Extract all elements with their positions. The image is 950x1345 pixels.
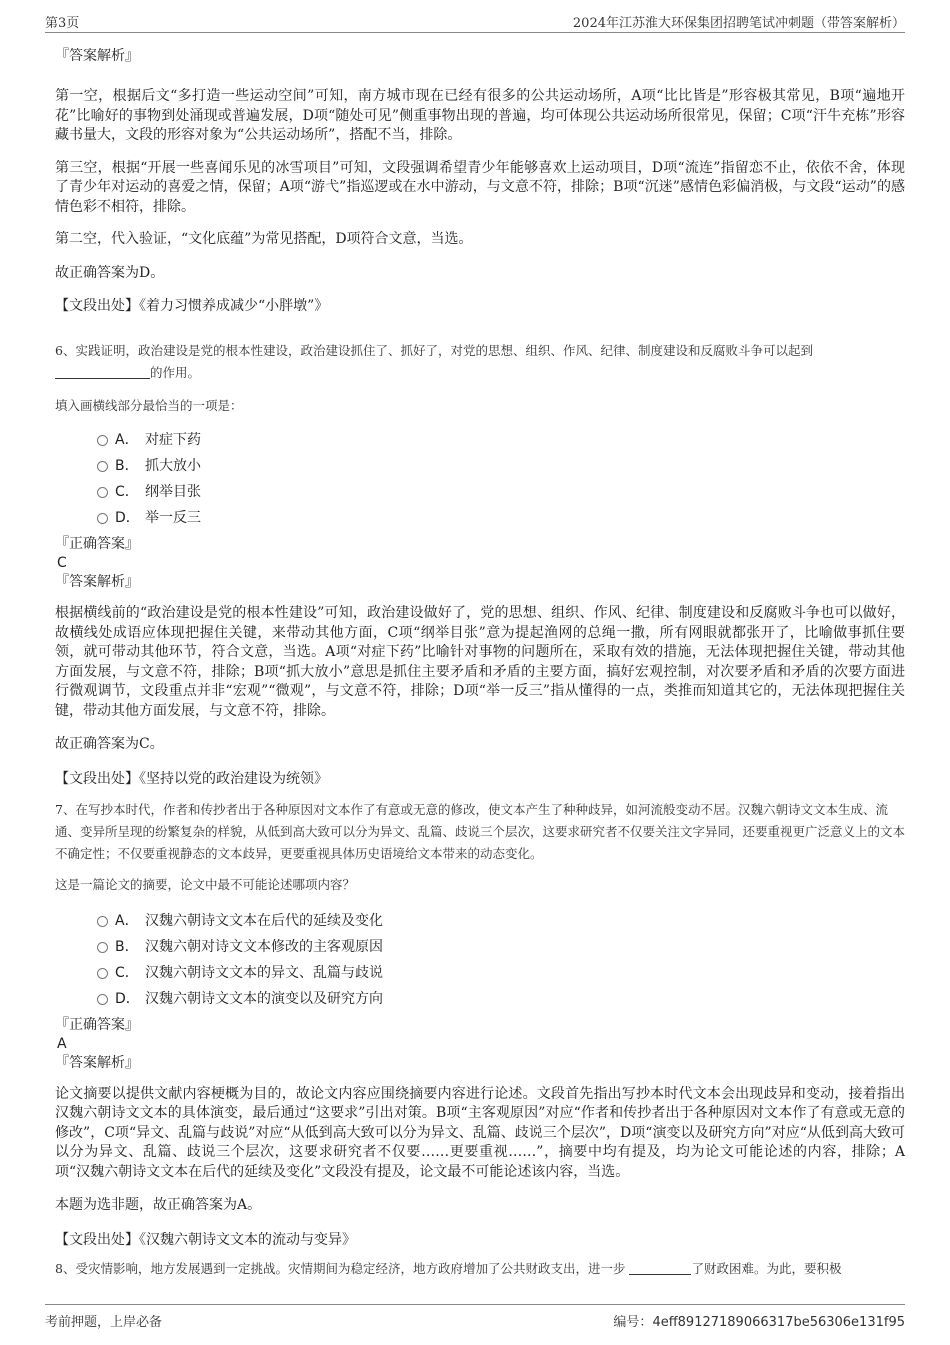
radio-icon[interactable]: [97, 487, 108, 498]
option-b[interactable]: B． 汉魏六朝对诗文文本修改的主客观原因: [55, 934, 905, 960]
option-list: [55, 908, 905, 1012]
answer-conclusion: 本题为选非题，故正确答案为A。: [55, 1197, 262, 1213]
option-b[interactable]: B． 抓大放小: [55, 453, 905, 479]
analysis-paragraph: 第二空，代入验证，“文化底蕴”为常见搭配，D项符合文意，当选。: [55, 231, 473, 247]
radio-icon[interactable]: [97, 968, 108, 979]
radio-icon[interactable]: [97, 942, 108, 953]
analysis-paragraph: 根据横线前的“政治建设是党的根本性建设”可知，政治建设做好了，党的思想、组织、作风、纪律、制度建设和反腐败斗争也可以做好，故横线处成语应体现把握住关键，来带动其他方面，C项“纲举目张”意为提起渔网的总绳一撒，所有网眼就都张开了，比喻做事抓住要领，就可带动其他环节，符合文意，当选。A项“对症下药”比喻针对事物的问题所在，采取有效的措施，无法体现把握住关键，带动其他方面发展，与文意不符，排除；B项“抓大放小”意思是抓住主要矛盾和矛盾的主要方面，搞好宏观控制，对次要矛盾和矛盾的次要方面进行微观调节，文段重点并非“宏观”“微观”，与文意不符，排除；D项“举一反三”指从懂得的一点，类推而知道其它的，无法体现把握住关键，带动其他方面发展，与文意不符，排除。: [55, 605, 905, 719]
page-header: [45, 12, 905, 33]
answer-conclusion: 故正确答案为D。: [55, 264, 165, 281]
document-code-value: 4eff89127189066317be56306e131f95: [652, 1315, 905, 1330]
fill-blank: [629, 1260, 691, 1275]
question-prompt: 这是一篇论文的摘要，论文中最不可能论述哪项内容？: [55, 876, 356, 892]
option-d[interactable]: D． 汉魏六朝诗文文本的演变以及研究方向: [55, 986, 905, 1012]
footer-slogan: 考前押题，上岸必备: [45, 1315, 163, 1330]
option-list: [55, 427, 905, 531]
page-number: 第3页: [45, 16, 80, 31]
analysis-label: 『答案解析』: [55, 574, 139, 590]
correct-answer-label: 『正确答案』: [55, 1016, 139, 1033]
correct-answer-label: 『正确答案』: [55, 536, 139, 552]
document-title: 2024年江苏淮大环保集团招聘笔试冲刺题（带答案解析）: [572, 16, 905, 31]
answer-conclusion: 故正确答案为C。: [55, 736, 164, 752]
source-citation: 【文段出处】《着力习惯养成减少“小胖墩”》: [55, 298, 329, 314]
document-code: [613, 1311, 905, 1330]
analysis-label: 『答案解析』: [55, 1054, 139, 1071]
option-d[interactable]: D． 举一反三: [55, 505, 905, 531]
radio-icon[interactable]: [97, 461, 108, 472]
analysis-paragraph: 论文摘要以提供文献内容梗概为目的，故论文内容应围绕摘要内容进行论述。文段首先指出写抄本时代文本会出现歧异和变动，接着指出汉魏六朝诗文文本的具体演变，最后通过“这要求”引出对策。B项“主客观原因”对应“作者和传抄者出于各种原因对文本作了有意或无意的修改”，C项“异文、乱篇与歧说”对应“从低到高大致可以分为异文、乱篇、歧说三个层次”，D项“演变以及研究方向”对应“从低到高大致可以分为异文、乱篇、歧说三个层次，这要求研究者不仅要……更要重视……”，摘要中均有提及，均为论文可能论述的内容，排除；A项“汉魏六朝诗文文本在后代的延续及变化”文段没有提及，论文最不可能论述该内容，当选。: [55, 1085, 905, 1180]
question-text-after: 了财政困难。为此，要积极: [691, 1260, 842, 1276]
option-c[interactable]: C． 纲举目张: [55, 479, 905, 505]
question-text: [55, 340, 905, 384]
source-citation: 【文段出处】《坚持以党的政治建设为统领》: [55, 770, 328, 787]
option-a[interactable]: A． 对症下药: [55, 427, 905, 453]
option-c[interactable]: C． 汉魏六朝诗文文本的异文、乱篇与歧说: [55, 960, 905, 986]
correct-answer: C: [57, 555, 67, 571]
analysis-paragraph: 第一空，根据后文“多打造一些运动空间”可知，南方城市现在已经有很多的公共运动场所，A项“比比皆是”形容极其常见，B项“遍地开花”比喻好的事物到处涌现或普遍发展，D项“随处可见”侧重事物出现的普遍，均可体现公共运动场所很常见，保留；C项“汗牛充栋”形容藏书量大，文段的形容对象为“公共运动场所”，搭配不当，排除。: [55, 88, 905, 143]
question-text-before: 6、实践证明，政治建设是党的根本性建设，政治建设抓住了、抓好了，对党的思想、组织、作风、纪律、制度建设和反腐败斗争可以起到: [55, 343, 813, 358]
question-prompt: 填入画横线部分最恰当的一项是：: [55, 398, 243, 413]
document-code-label: 编号：: [613, 1315, 653, 1330]
analysis-paragraph: 第三空，根据“开展一些喜闻乐见的冰雪项目”可知，文段强调希望青少年能够喜欢上运动项目，D项“流连”指留恋不止，依依不舍，体现了青少年对运动的喜爱之情，保留；A项“游弋”指巡逻或在水中游动，与文意不符，排除；B项“沉迷”感情色彩偏消极，与文段“运动”的感情色彩不相符，排除。: [55, 159, 905, 215]
question-text-after: 的作用。: [150, 365, 201, 380]
correct-answer: A: [57, 1035, 67, 1052]
question-text: 7、在写抄本时代，作者和传抄者出于各种原因对文本作了有意或无意的修改，使文本产生了种种歧异，如河流般变动不居。汉魏六朝诗文文本生成、流通、变异所呈现的纷繁复杂的样貌，从低到高大致可以分为异文、乱篇、歧说三个层次，这要求研究者不仅要关注文字异同，还要重视更广泛意义上的文本不确定性；不仅要重视静态的文本歧异，更要重视具体历史语境给文本带来的动态变化。: [55, 801, 906, 861]
source-citation: 【文段出处】《汉魏六朝诗文文本的流动与变异》: [55, 1231, 356, 1248]
option-a[interactable]: A． 汉魏六朝诗文文本在后代的延续及变化: [55, 908, 905, 934]
radio-icon[interactable]: [97, 435, 108, 446]
page-footer: [45, 1304, 905, 1331]
analysis-label: 『答案解析』: [55, 48, 139, 64]
radio-icon[interactable]: [97, 994, 108, 1005]
main-content: [55, 38, 905, 1280]
radio-icon[interactable]: [97, 513, 108, 524]
question-text: [55, 1258, 905, 1280]
fill-blank: [55, 364, 150, 379]
radio-icon[interactable]: [97, 916, 108, 927]
question-text-before: 8、受灾情影响，地方发展遇到一定挑战。灾情期间为稳定经济，地方政府增加了公共财政支出，进一步: [55, 1260, 626, 1276]
